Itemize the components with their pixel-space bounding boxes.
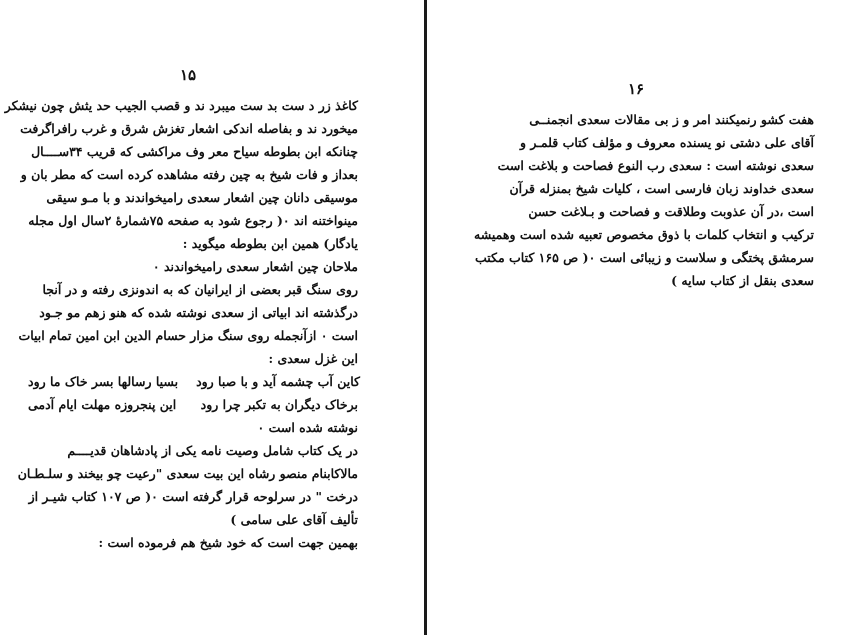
left-page (0, 0, 424, 635)
text-line: سعدی نوشته است : سعدی رب النوع فصاحت و بلاغت است (497, 158, 814, 173)
text-line: مینواختنه اند ۰( رجوع شود به صفحه ۷۵شمارهٔ ۲سال اول مجله (28, 213, 358, 228)
text-line: است ،در آن عذوبت وطلاقت و فصاحت و بـلاغت حسن (528, 204, 814, 219)
text-line: چنانکه ابن بطوطه سیاح معر وف مراکشی که قریب ۳۴ســــال (31, 144, 358, 159)
text-line: سعدی بنقل از کتاب سایه ) (671, 273, 814, 288)
page-gutter (424, 0, 427, 635)
right-page (428, 0, 862, 635)
page-number: ۱۶ (628, 80, 645, 98)
text-line: سرمشق پختگی و سلاست و زیبائی است ۰( ص ۱۶۵ کتاب مکتب (475, 250, 814, 265)
text-line: مالاکابنام منصو رشاه این بیت سعدی "رعیت چو بیخند و سلـطـان (17, 466, 358, 481)
hemistich: کاین آب چشمه آید و با صبا رود (196, 374, 360, 389)
text-line: درگذشته اند ابیاتی از سعدی نوشته شده که هنو زهم مو جـود (39, 305, 358, 320)
text-line: درخت " در سرلوحه قرار گرفته است ۰( ص ۱۰۷ کتاب شیـر از (28, 489, 358, 504)
text-line: ترکیب و انتخاب کلمات با ذوق مخصوص تعبیه شده است وهمیشه (474, 227, 814, 242)
text-line: میخورد ند و بفاصله اندکی اشعار تغزش شرق و غرب رافراگرفت (20, 121, 358, 136)
hemistich: برخاک دیگران به تکبر چرا رود (200, 397, 358, 412)
text-line: ملاحان چین اشعار سعدی رامیخواندند ۰ (152, 259, 358, 274)
hemistich: این پنجروزه مهلت ایام آدمی (28, 397, 177, 412)
text-line: بعداز و فات شیخ به چین رفته مشاهده کرده است که مطر بان و (20, 167, 358, 182)
text-line: تألیف آقای علی سامی ) (230, 512, 358, 527)
text-line: موسیقی دانان چین اشعار سعدی رامیخواندند و با مـو سیقی (46, 190, 358, 205)
poem-couplet (28, 393, 358, 416)
text-line: است ۰ ازآنجمله روی سنگ مزار حسام الدین ابن امین تمام ابیات (18, 328, 358, 343)
text-line: در یک کتاب شامل وصیت نامه یکی از پادشاهان قدیــــم (67, 443, 358, 458)
left-page-body (4, 94, 360, 554)
text-line: روی سنگ قبر بعضی از ایرانیان که به اندونزی رفته و در آنجا (42, 282, 358, 297)
page-number: ۱۵ (180, 66, 197, 84)
hemistich: بسیا رسالها بسر خاک ما رود (28, 374, 179, 389)
poem-couplet (28, 370, 358, 393)
text-line: بهمین جهت است که خود شیخ هم فرموده است : (98, 535, 358, 550)
text-line: سعدی خداوند زبان فارسی است ، کلیات شیخ بمنزله قرآن (509, 181, 814, 196)
text-line: هفت کشو رنمیکنند امر و ز بی مقالات سعدی انجمنــی (529, 112, 814, 127)
text-line: این غزل سعدی : (268, 351, 358, 366)
text-line: نوشته شده است ۰ (257, 420, 358, 435)
text-line: آقای علی دشتی نو یسنده معروف و مؤلف کتاب قلمـر و (519, 135, 814, 150)
text-line: کاغذ زر د ست بد ست میبرد ند و قصب الجیب حد یثش چون نیشکر (4, 98, 358, 113)
text-line: یادگار) همین ابن بطوطه میگوید : (182, 236, 358, 251)
right-page-body (474, 108, 814, 292)
